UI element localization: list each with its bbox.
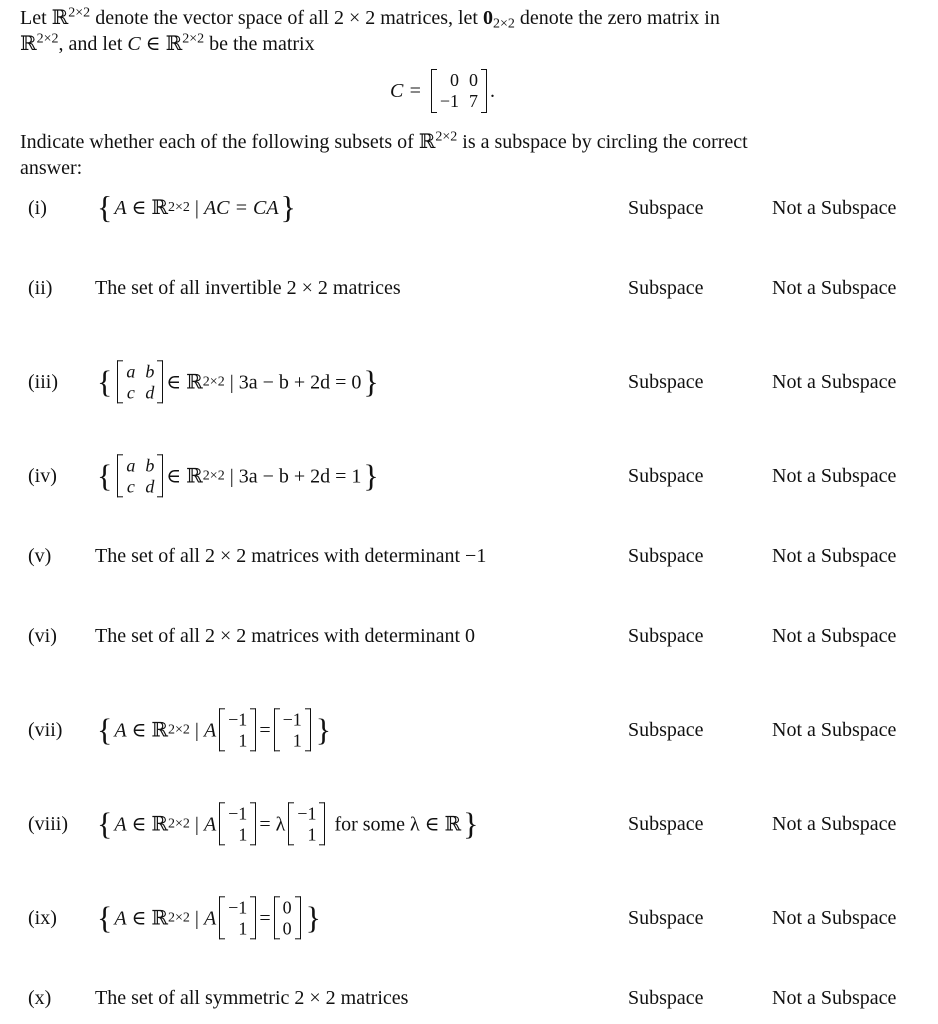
- reals-symbol: ℝ: [186, 465, 203, 487]
- vector-entry: −1: [282, 709, 302, 730]
- option-not-subspace[interactable]: Not a Subspace: [772, 545, 897, 567]
- matrix-A-symbol: A: [114, 907, 127, 929]
- vector-entry: 1: [238, 918, 248, 938]
- abcd-matrix: [117, 360, 163, 403]
- reals-symbol: ℝ: [165, 33, 183, 55]
- vector-entry: −1: [228, 803, 248, 824]
- column-vector: [219, 708, 256, 751]
- zero-matrix-symbol: 0: [482, 7, 493, 29]
- reals-symbol: ℝ: [151, 197, 169, 219]
- option-not-subspace[interactable]: Not a Subspace: [772, 813, 897, 835]
- item-description: { a b c d ∈ ℝ 2×2 | 3a − b + 2d = 0 }: [97, 361, 379, 402]
- right-brace: }: [363, 363, 379, 399]
- item-iii: [0, 362, 938, 402]
- option-not-subspace[interactable]: Not a Subspace: [772, 277, 897, 299]
- option-not-subspace[interactable]: Not a Subspace: [772, 907, 897, 929]
- item-ii: [0, 268, 938, 308]
- equals-sign: =: [259, 719, 271, 741]
- item-x: [0, 978, 938, 1018]
- matrix-cell: c: [126, 476, 135, 496]
- reals-symbol: ℝ: [151, 907, 169, 929]
- equals-sign: =: [259, 907, 271, 929]
- dim-sup: 2×2: [36, 31, 59, 47]
- dim-sup: 2×2: [182, 31, 205, 47]
- condition-tail: for some λ ∈ ℝ: [334, 813, 462, 835]
- option-not-subspace[interactable]: Not a Subspace: [772, 371, 897, 393]
- item-iv: [0, 456, 938, 496]
- problem-intro: [20, 5, 920, 57]
- left-brace: {: [97, 363, 113, 399]
- such-that-bar: |: [194, 197, 199, 219]
- option-subspace[interactable]: Subspace: [628, 625, 704, 647]
- element-of-symbol: ∈: [166, 465, 182, 487]
- item-v: [0, 536, 938, 576]
- item-description: { A ∈ ℝ 2×2 | A −1 1 = 0 0 }: [97, 897, 321, 938]
- zero-vector: [274, 896, 301, 939]
- question-line-2: answer:: [20, 157, 83, 179]
- right-brace: }: [363, 457, 379, 493]
- matrix-cell: b: [145, 455, 155, 476]
- item-number: (viii): [28, 813, 68, 835]
- item-i: [0, 188, 938, 228]
- vector-entry: 0: [282, 897, 292, 918]
- intro-text: Let: [20, 7, 47, 29]
- element-of-symbol: ∈: [166, 371, 182, 393]
- item-number: (i): [28, 197, 47, 219]
- period: .: [490, 80, 495, 102]
- intro-text: denote the vector space of all 2 × 2 matrices, let: [95, 7, 478, 29]
- intro-text: denote the zero matrix in: [519, 7, 720, 29]
- option-subspace[interactable]: Subspace: [628, 277, 704, 299]
- matrix-C-display: [390, 64, 495, 118]
- left-brace: {: [97, 711, 113, 747]
- condition: | 3a − b + 2d = 1: [229, 465, 362, 487]
- matrix-C: [431, 69, 487, 112]
- item-description: { A ∈ ℝ 2×2 | A −1 1 = λ −1 1 for some λ ∈ ℝ }: [97, 803, 479, 844]
- item-number: (x): [28, 987, 52, 1009]
- vector-entry: −1: [228, 709, 248, 730]
- such-that-bar: |: [194, 907, 199, 929]
- condition: | 3a − b + 2d = 0: [229, 371, 362, 393]
- item-vi: [0, 616, 938, 656]
- option-subspace[interactable]: Subspace: [628, 545, 704, 567]
- option-subspace[interactable]: Subspace: [628, 371, 704, 393]
- option-subspace[interactable]: Subspace: [628, 197, 704, 219]
- item-description: { A ∈ ℝ 2×2 | A −1 1 = −1 1 }: [97, 709, 332, 750]
- vector-entry: −1: [297, 803, 317, 824]
- item-number: (vi): [28, 625, 57, 647]
- such-that-bar: |: [194, 719, 199, 741]
- matrix-A-symbol: A: [203, 907, 217, 929]
- matrix-cell: 0: [469, 70, 478, 91]
- matrix-A-symbol: A: [203, 813, 217, 835]
- item-number: (ix): [28, 907, 57, 929]
- item-number: (v): [28, 545, 52, 567]
- reals-symbol: ℝ: [418, 131, 436, 153]
- item-number: (iv): [28, 465, 57, 487]
- item-number: (vii): [28, 719, 63, 741]
- column-vector: [274, 708, 311, 751]
- zero-matrix-sub: 2×2: [492, 16, 515, 32]
- reals-symbol: ℝ: [51, 7, 69, 29]
- lambda-symbol: λ: [275, 813, 286, 835]
- item-number: (ii): [28, 277, 53, 299]
- vector-entry: 1: [292, 730, 302, 750]
- intro-line-1: [20, 5, 920, 31]
- matrix-cell: c: [126, 382, 135, 402]
- intro-text: , and let: [58, 33, 123, 55]
- matrix-cell: d: [145, 382, 155, 402]
- item-ix: [0, 898, 938, 938]
- option-not-subspace[interactable]: Not a Subspace: [772, 987, 897, 1009]
- right-brace: }: [315, 711, 332, 747]
- matrix-cell: −1: [439, 91, 459, 111]
- element-of-symbol: ∈: [145, 33, 161, 55]
- matrix-cell: 0: [450, 70, 459, 91]
- option-not-subspace[interactable]: Not a Subspace: [772, 625, 897, 647]
- option-not-subspace[interactable]: Not a Subspace: [772, 719, 897, 741]
- matrix-cell: a: [126, 361, 136, 382]
- option-not-subspace[interactable]: Not a Subspace: [772, 465, 897, 487]
- reals-symbol: ℝ: [151, 719, 169, 741]
- option-subspace[interactable]: Subspace: [628, 907, 704, 929]
- option-subspace[interactable]: Subspace: [628, 465, 704, 487]
- option-not-subspace[interactable]: Not a Subspace: [772, 197, 897, 219]
- option-subspace[interactable]: Subspace: [628, 813, 704, 835]
- item-description: { a b c d ∈ ℝ 2×2 | 3a − b + 2d = 1 }: [97, 455, 379, 496]
- matrix-cell: b: [145, 361, 155, 382]
- dim-sup: 2×2: [435, 129, 458, 145]
- question-text: [20, 129, 920, 181]
- matrix-A-symbol: A: [114, 813, 127, 835]
- column-vector: [219, 802, 256, 845]
- element-of-symbol: ∈: [131, 813, 147, 835]
- question-text-part: is a subspace by circling the correct: [462, 131, 748, 153]
- matrix-C-lhs: C =: [390, 80, 422, 102]
- condition: AC = CA: [203, 197, 279, 219]
- question-text-part: Indicate whether each of the following subsets of: [20, 131, 414, 153]
- element-of-symbol: ∈: [131, 907, 147, 929]
- item-description: The set of all symmetric 2 × 2 matrices: [95, 987, 409, 1009]
- matrix-A-symbol: A: [114, 197, 127, 219]
- matrix-cell: 7: [469, 91, 478, 111]
- column-vector: [288, 802, 325, 845]
- matrix-A-symbol: A: [114, 719, 127, 741]
- right-brace: }: [280, 189, 296, 225]
- reals-symbol: ℝ: [151, 813, 169, 835]
- option-subspace[interactable]: Subspace: [628, 987, 704, 1009]
- dim-sup: 2×2: [68, 5, 91, 21]
- vector-entry: −1: [228, 897, 248, 918]
- item-vii: [0, 710, 938, 750]
- item-viii: [0, 804, 938, 844]
- item-description: The set of all invertible 2 × 2 matrices: [95, 277, 401, 299]
- right-brace: }: [463, 805, 479, 841]
- intro-text: be the matrix: [209, 33, 315, 55]
- option-subspace[interactable]: Subspace: [628, 719, 704, 741]
- left-brace: {: [97, 189, 113, 225]
- such-that-bar: |: [194, 813, 199, 835]
- intro-line-2: [20, 31, 920, 57]
- column-vector: [219, 896, 256, 939]
- vector-entry: 1: [307, 824, 317, 844]
- matrix-cell: d: [145, 476, 155, 496]
- vector-entry: 1: [238, 730, 248, 750]
- element-of-symbol: ∈: [131, 197, 147, 219]
- question-line-1: [20, 129, 920, 155]
- item-number: (iii): [28, 371, 58, 393]
- item-description: { A ∈ ℝ 2×2 | AC = CA }: [97, 189, 296, 225]
- matrix-C-symbol: C: [127, 33, 141, 55]
- matrix-A-symbol: A: [203, 719, 217, 741]
- right-brace: }: [305, 899, 321, 935]
- equals-sign: =: [259, 813, 271, 835]
- left-brace: {: [97, 899, 113, 935]
- abcd-matrix: [117, 454, 163, 497]
- left-brace: {: [97, 805, 113, 841]
- reals-symbol: ℝ: [186, 371, 203, 393]
- left-brace: {: [97, 457, 113, 493]
- vector-entry: 1: [238, 824, 248, 844]
- item-description: The set of all 2 × 2 matrices with determinant 0: [95, 625, 476, 647]
- matrix-cell: a: [126, 455, 136, 476]
- reals-symbol: ℝ: [20, 33, 37, 55]
- vector-entry: 0: [282, 918, 292, 938]
- item-description: The set of all 2 × 2 matrices with determinant −1: [95, 545, 487, 567]
- element-of-symbol: ∈: [131, 719, 147, 741]
